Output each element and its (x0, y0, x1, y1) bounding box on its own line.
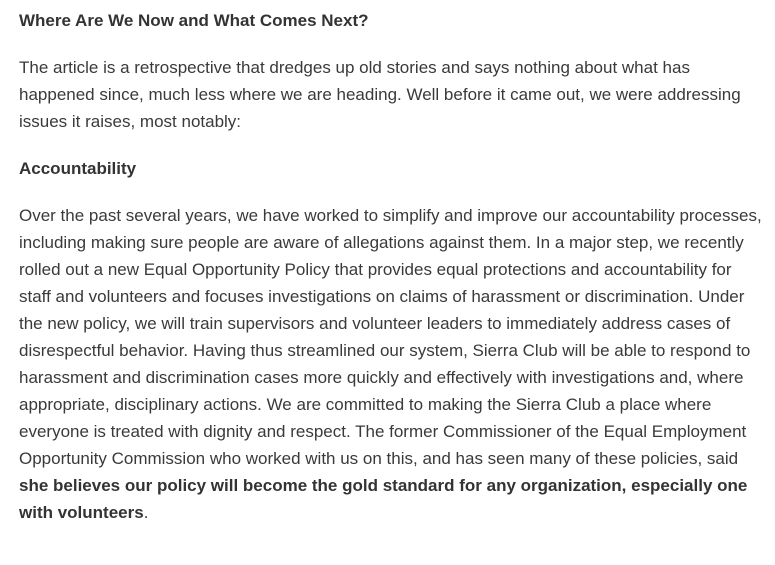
body-end: . (143, 503, 149, 522)
body-text: Over the past several years, we have worked to simplify and improve our accountability processes, including making sure people are aware of allegations against them. In a major step, we recently rolled out a new Equal Opportunity Policy that provides equal protections and accountability for staff and volunteers and focuses investigations on claims of harassment or discrimination. Under the new policy, we will train supervisors and volunteer leaders to immediately address cases of disrespectful behavior. Having thus streamlined our system, Sierra Club will be able to respond to harassment and discrimination cases more quickly and effectively with investigations and, where appropriate, disciplinary actions. We are committed to making the Sierra Club a place where everyone is treated with dignity and respect. The former Commissioner of the Equal Employment Opportunity Commission who worked with us on this, and has seen many of these policies, said (19, 206, 762, 468)
accountability-paragraph (19, 202, 765, 526)
intro-paragraph: The article is a retrospective that dredges up old stories and says nothing about what has happened since, much less where we are heading. Well before it came out, we were addressing issues it raises, most notably: (19, 58, 741, 131)
bold-quote: she believes our policy will become the gold standard for any organization, especially one with volunteers (19, 476, 748, 522)
accountability-subheading: Accountability (19, 159, 137, 178)
section-heading: Where Are We Now and What Comes Next? (19, 11, 369, 30)
